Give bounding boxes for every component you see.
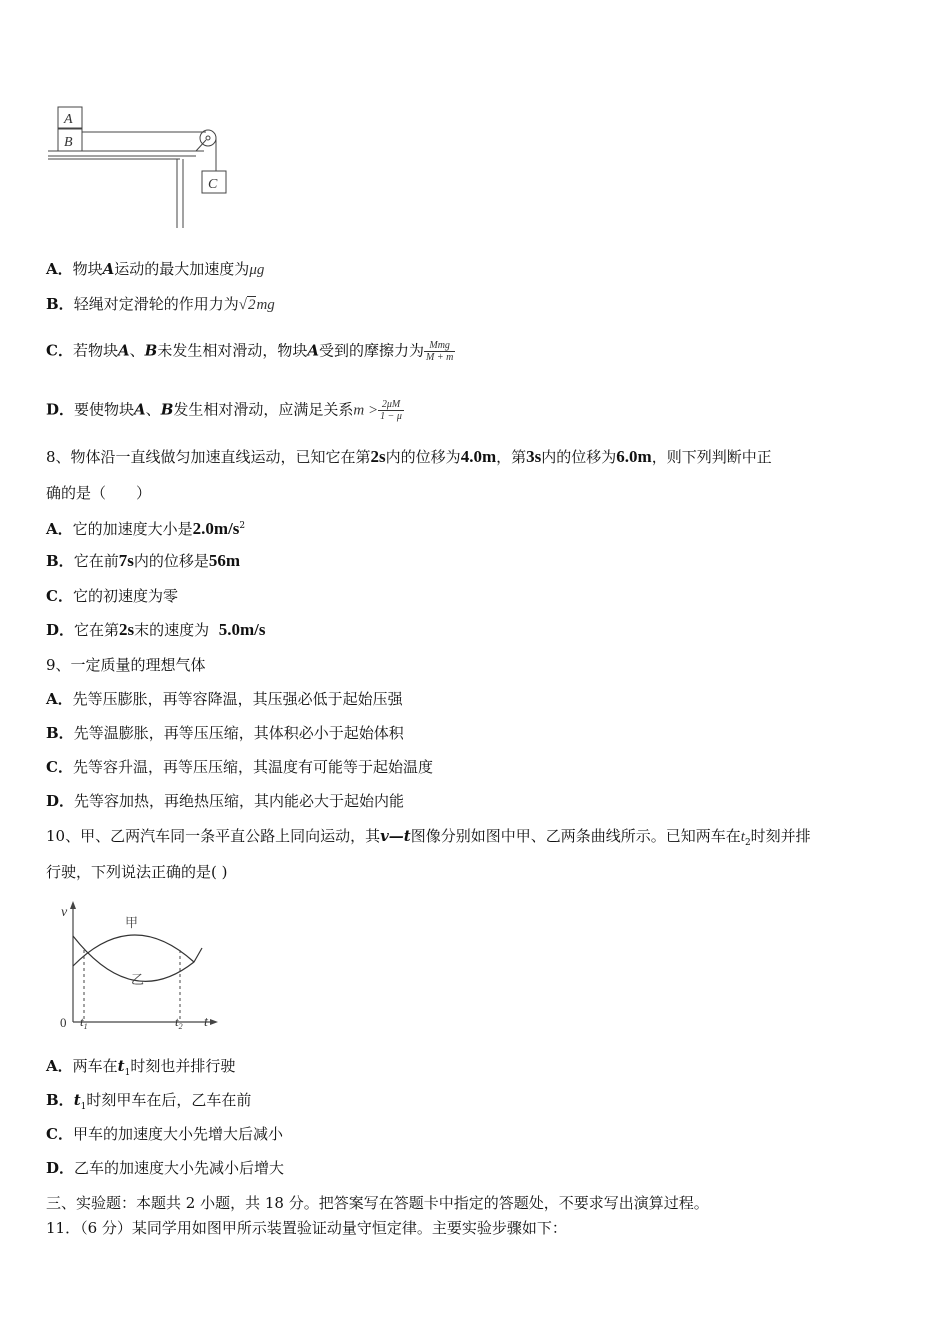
q10-option-c <box>46 1124 283 1144</box>
pulley-diagram <box>44 100 244 235</box>
q10-stem-line1 <box>46 826 811 853</box>
option-text: 若物块 <box>72 341 118 360</box>
option-letter: D． <box>46 400 75 419</box>
superscript: 2 <box>239 521 246 531</box>
option-text: 未发生相对滑动，物块 <box>157 341 308 360</box>
q7-option-d <box>46 399 404 422</box>
q7-option-b <box>46 294 275 315</box>
option-letter: B． <box>46 724 74 742</box>
x-axis-arrow <box>210 1019 218 1025</box>
stem-text: 内的位移为 <box>541 448 617 466</box>
value: 2.0m/s <box>192 519 240 538</box>
option-text: 它在第 <box>74 621 120 639</box>
q9-option-d <box>46 791 404 811</box>
var-t: t <box>73 1091 81 1109</box>
var-b: B <box>144 341 158 360</box>
var-t: t <box>740 829 745 845</box>
option-letter: B． <box>46 295 74 313</box>
formula-sqrt2-mg <box>239 296 275 313</box>
option-text: 甲车的加速度大小先增大后减小 <box>72 1125 283 1143</box>
option-letter: B． <box>46 1091 74 1109</box>
option-text: 内的位移是 <box>133 552 209 570</box>
var-t: t <box>117 1057 125 1075</box>
t2-label: $t_2$ <box>175 1014 183 1031</box>
option-text: 先等容升温，再等压压缩，其温度有可能等于起始温度 <box>72 758 433 776</box>
option-letter: D． <box>46 1159 75 1177</box>
option-text: 受到的摩擦力为 <box>318 341 424 360</box>
q8-stem-line1 <box>46 447 772 467</box>
stem-text: 8、物体沿一直线做匀加速直线运动，已知它在第 <box>46 448 371 466</box>
q7-option-c <box>46 340 455 363</box>
var-a: A <box>134 400 146 419</box>
denominator: M + m <box>425 352 454 363</box>
q8-option-a <box>46 516 245 539</box>
option-letter: A． <box>46 690 73 708</box>
option-text: 发生相对滑动，应满足关系 <box>173 400 354 419</box>
block-c-label: C <box>208 177 218 192</box>
curve-yi-label: 乙 <box>131 973 145 988</box>
q8-option-c <box>46 586 178 606</box>
option-letter: C． <box>46 1125 73 1143</box>
option-text: 运动的最大加速度为 <box>114 260 250 278</box>
stem-text: ，第 <box>496 448 527 466</box>
option-text: 两车在 <box>72 1057 118 1075</box>
y-axis-arrow <box>70 901 76 909</box>
t1-label: $t_1$ <box>80 1014 88 1031</box>
subscript: 2 <box>744 838 751 848</box>
formula-mu-g: μg <box>249 262 265 278</box>
option-letter: A． <box>46 1057 73 1075</box>
option-text: 时刻也并排行驶 <box>130 1057 236 1075</box>
y-axis-label: v <box>61 905 68 920</box>
curve-jia <box>73 935 194 966</box>
subscript: 1 <box>124 1068 131 1078</box>
pulley-axle <box>206 136 210 140</box>
stem-text: ，则下列判断中正 <box>651 448 772 466</box>
option-letter: C． <box>46 758 73 776</box>
separator: 、 <box>129 341 145 360</box>
var-b: B <box>160 400 174 419</box>
q9-option-a <box>46 689 403 709</box>
subscript: 1 <box>80 1102 87 1112</box>
var-a: A <box>117 341 130 360</box>
option-text: 它的加速度大小是 <box>72 520 193 538</box>
origin-label: 0 <box>60 1015 67 1030</box>
q7-option-a <box>46 259 264 280</box>
stem-text: 图像分别如图中甲、乙两条曲线所示。已知两车在 <box>410 827 741 845</box>
option-text: 要使物块 <box>74 400 135 419</box>
option-text: 时刻甲车在后，乙车在前 <box>86 1091 252 1109</box>
formula-tail: mg <box>256 297 275 313</box>
option-text: 它的初速度为零 <box>72 587 178 605</box>
q8-stem-line2: 确的是（ ） <box>46 484 152 502</box>
sqrt-symbol: √ <box>238 297 247 313</box>
vt-label: v—t <box>380 827 411 845</box>
inequality-lhs: m > <box>353 402 379 419</box>
vt-graph <box>54 898 229 1038</box>
value: 3s <box>526 447 542 466</box>
separator: 、 <box>145 400 161 419</box>
option-letter: D． <box>46 621 75 639</box>
option-text: 物块 <box>72 260 103 278</box>
block-a-label: A <box>64 112 73 127</box>
option-text: 先等压膨胀，再等容降温，其压强必低于起始压强 <box>72 690 403 708</box>
section-3-heading: 三、实验题：本题共 2 小题，共 18 分。把答案写在答题卡中指定的答题处，不要求写出演算过程。 <box>46 1194 709 1212</box>
pulley-wheel <box>200 130 216 146</box>
value: 7s <box>118 551 134 570</box>
q10-option-a <box>46 1056 235 1083</box>
q8-option-b <box>46 551 240 571</box>
value: 56m <box>208 551 241 570</box>
option-text: 先等容加热，再绝热压缩，其内能必大于起始内能 <box>74 792 405 810</box>
var-a: A <box>307 341 319 360</box>
numerator: 2μM <box>378 399 404 411</box>
q11-stem: 11．（6 分）某同学用如图甲所示装置验证动量守恒定律。主要实验步骤如下： <box>46 1219 567 1237</box>
stem-text: 10、甲、乙两汽车同一条平直公路上同向运动，其 <box>46 827 381 845</box>
value: 2s <box>370 447 386 466</box>
value: 2s <box>119 620 135 639</box>
option-letter: B． <box>46 552 74 570</box>
radicand: 2 <box>247 297 256 313</box>
option-text: 末的速度为 <box>134 621 210 639</box>
q9-stem: 9、一定质量的理想气体 <box>46 656 206 674</box>
option-text: 它在前 <box>73 552 119 570</box>
option-text: 乙车的加速度大小先减小后增大 <box>74 1159 285 1177</box>
q10-option-b <box>46 1090 251 1117</box>
option-text: 先等温膨胀，再等压压缩，其体积必小于起始体积 <box>73 724 404 742</box>
fraction-mmg-over-m-plus-m <box>424 340 455 363</box>
curve-jia-label: 甲 <box>125 916 139 931</box>
q10-option-d <box>46 1158 284 1178</box>
fraction-2mum-over-1-minus-mu <box>378 399 404 422</box>
value: 6.0m <box>616 447 652 466</box>
option-letter: D． <box>46 792 75 810</box>
q9-option-c <box>46 757 433 777</box>
stem-text: 时刻并排 <box>750 827 811 845</box>
q9-option-b <box>46 723 404 743</box>
block-b-label: B <box>64 135 73 150</box>
q8-option-d <box>46 620 265 640</box>
option-letter: C． <box>46 587 73 605</box>
stem-text: 内的位移为 <box>385 448 461 466</box>
option-letter: C． <box>46 341 73 360</box>
value: 5.0m/s <box>218 620 266 639</box>
q10-stem-line2: 行驶，下列说法正确的是( ) <box>46 863 228 881</box>
option-letter: A． <box>46 260 73 278</box>
option-letter: A． <box>46 520 73 538</box>
option-text: 轻绳对定滑轮的作用力为 <box>73 295 239 313</box>
value: 4.0m <box>460 447 497 466</box>
x-axis-label: t <box>204 1015 208 1030</box>
denominator: 1 − μ <box>380 411 402 422</box>
numerator: Mmg <box>424 340 455 352</box>
var-a: A <box>102 260 115 278</box>
